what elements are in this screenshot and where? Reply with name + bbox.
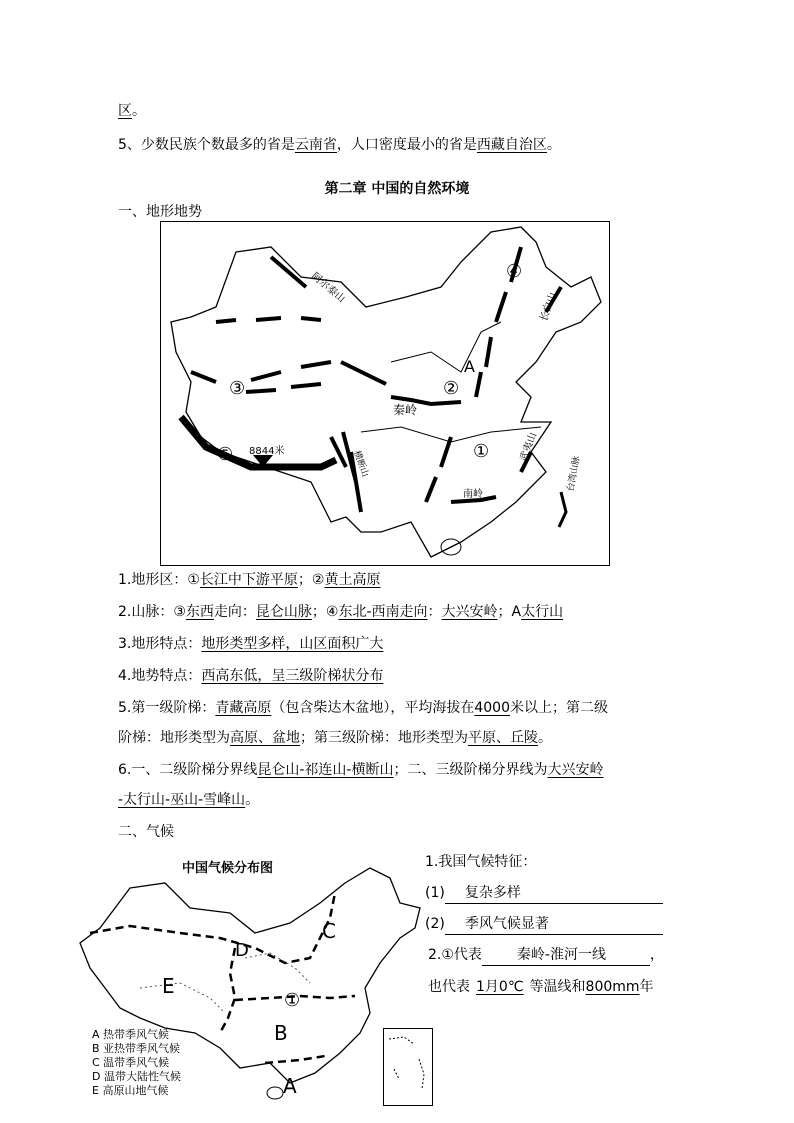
label-circle-2: ② (443, 378, 460, 399)
terrain-q6-answer-2: 大兴安岭 (547, 762, 604, 778)
climate-boundary-west (220, 948, 235, 1033)
top-line-0-end: 。 (132, 103, 146, 119)
terrain-q6-line-1 (118, 760, 603, 780)
section-2-heading: 二、气候 (118, 824, 174, 840)
climate-boundary-dotted-2 (140, 983, 225, 1013)
label-circle-5: ⑤ (217, 444, 234, 465)
climate-q1-2-answer: 季风气候显著 (445, 914, 663, 935)
terrain-q2-prefix: 2.山脉：③ (118, 604, 186, 620)
terrain-q4-answer: 西高东低，呈三级阶梯状分布 (201, 668, 384, 684)
climate-q1-2 (425, 914, 663, 935)
terrain-q5-line-1 (118, 698, 608, 718)
terrain-q5-text-2: 米以上；第二级 (510, 700, 608, 716)
terrain-q2-text-3: ： (427, 604, 442, 620)
top-line-0-answer: 区 (118, 103, 132, 119)
q5-mid: ，人口密度最小的省是 (336, 137, 477, 153)
q5-end: 。 (546, 137, 561, 153)
climate-q2-l2-text-2: 等温线和 (529, 979, 586, 995)
zone-label-B: B (274, 1021, 288, 1045)
mountain-range-kunlun (191, 362, 386, 384)
climate-q2-prefix: 2.①代表 (428, 947, 482, 963)
terrain-q5-line-2 (118, 728, 552, 748)
terrain-q5-l2-text-1: 阶梯：地形类型为 (118, 730, 230, 746)
q5-answer-2: 西藏自治区 (476, 137, 547, 153)
climate-q2-end: ， (649, 947, 664, 963)
terrain-q5-l2-text-2: ；第三级阶梯：地形类型为 (300, 730, 468, 746)
terrain-q6-l2-text: 。 (245, 792, 260, 808)
climate-q1-1-prefix: (1) (425, 885, 445, 901)
terrain-q1-prefix: 1.地形区：① (118, 572, 200, 588)
terrain-q3-answer: 地形类型多样，山区面积广大 (201, 636, 384, 652)
zone-label-A: A (283, 1074, 297, 1098)
mountain-range-taihang (476, 337, 491, 397)
mountain-range-tianshan (216, 318, 321, 322)
label-circle-3: ③ (229, 378, 246, 399)
zone-label-D: D (235, 940, 249, 961)
terrain-q2-text-4: ；A (497, 604, 522, 620)
zone-label-circle-1: ① (284, 990, 301, 1011)
section-1-heading: 一、地形地势 (118, 204, 202, 220)
label-A: A (464, 357, 475, 376)
q5-prefix: 5、少数民族个数最多的省是 (118, 137, 295, 153)
terrain-q6-line-2 (118, 790, 259, 810)
terrain-q5-l2-answer-1: 高原、盆地 (230, 730, 300, 746)
terrain-q6-text-1: ；二、三级阶梯分界线为 (393, 762, 548, 778)
south-china-sea-inset (383, 1028, 433, 1106)
terrain-q5-text-1: （包含柴达木盆地），平均海拔在 (271, 700, 475, 716)
climate-boundary-north (90, 893, 335, 963)
label-hengduan: 横断山 (351, 449, 370, 479)
chapter-title: 第二章 中国的自然环境 (324, 181, 470, 197)
question-5-population (118, 135, 561, 155)
mountain-range-daxinganling (496, 247, 521, 322)
mountain-range-hengduan (331, 432, 361, 512)
terrain-map (160, 221, 610, 566)
mountain-range-tanggula (246, 384, 321, 392)
zone-label-E: E (162, 974, 175, 998)
label-taiwan: 台湾山脉 (566, 455, 583, 493)
label-circle-4: ④ (506, 261, 523, 282)
terrain-q1 (118, 570, 380, 590)
terrain-q1-mid: ；② (297, 572, 325, 588)
terrain-q5-prefix: 5.第一级阶梯： (118, 700, 216, 716)
terrain-q5-l2-answer-2: 平原、丘陵 (468, 730, 538, 746)
climate-hainan (267, 1087, 283, 1099)
climate-q1-2-prefix: (2) (425, 916, 445, 932)
terrain-q3 (118, 634, 383, 654)
top-line-0 (118, 101, 146, 121)
label-changbai: 长白山 (538, 291, 560, 324)
climate-q2-answer: 秦岭-淮河一线 (482, 945, 650, 966)
inset-lines (389, 1037, 424, 1089)
climate-q2-l2-answer-1: 1月0℃ (476, 979, 524, 995)
terrain-q4-prefix: 4.地势特点： (118, 668, 202, 684)
label-everest: 8844米 (249, 446, 285, 457)
mountain-range-wushan (426, 437, 451, 502)
terrain-q4 (118, 666, 383, 686)
legend-item-D: D 温带大陆性气候 (92, 1070, 181, 1083)
climate-boundary-dotted-1 (245, 953, 310, 983)
terrain-q6-prefix: 6.一、二级阶梯分界线 (118, 762, 258, 778)
terrain-q2 (118, 602, 563, 622)
terrain-q5-answer-2: 4000 (474, 700, 510, 716)
terrain-q1-answer-1: 长江中下游平原 (199, 572, 298, 588)
climate-q2-line-2 (428, 977, 654, 997)
q5-answer-1: 云南省 (294, 137, 337, 153)
mountain-range-altai (271, 257, 306, 287)
label-altai: 阿尔泰山 (309, 270, 347, 306)
label-qinling: 秦岭 (393, 403, 418, 417)
terrain-q5-l2-text-3: 。 (538, 730, 552, 746)
climate-boundary-south (265, 1056, 325, 1063)
terrain-q2-text-2: ；④ (311, 604, 339, 620)
climate-q2-l2-text-3: 年 (639, 979, 654, 995)
terrain-q2-answer-3: 东北-西南走向 (338, 604, 428, 620)
climate-q2-line-1 (428, 945, 664, 966)
terrain-q6-l2-answer: -太行山-巫山-雪峰山 (118, 792, 246, 808)
climate-q1-1-answer: 复杂多样 (445, 883, 663, 904)
terrain-q2-answer-4: 大兴安岭 (441, 604, 498, 620)
terrain-q5-answer-1: 青藏高原 (215, 700, 272, 716)
terrain-q3-prefix: 3.地形特点： (118, 636, 202, 652)
climate-q2-l2-text-1: 也代表 (428, 979, 470, 995)
label-wuyi: 武夷山 (518, 431, 540, 464)
climate-q1-1 (425, 883, 663, 904)
zone-label-C: C (322, 919, 336, 943)
legend-item-A: A 热带季风气候 (92, 1028, 170, 1041)
terrain-q2-answer-2: 昆仑山脉 (255, 604, 312, 620)
climate-q2-l2-answer-2: 800mm (585, 979, 640, 995)
inset-drawing (384, 1029, 432, 1105)
terrain-map-drawing (161, 222, 609, 565)
label-nanling: 南岭 (463, 489, 483, 500)
climate-map-title: 中国气候分布图 (182, 861, 274, 876)
legend-item-E: E 高原山地气候 (92, 1084, 169, 1097)
legend-item-B: B 亚热带季风气候 (92, 1042, 181, 1055)
terrain-q2-text-1: 走向： (213, 604, 256, 620)
legend-item-C: C 温带季风气候 (92, 1056, 170, 1069)
label-circle-1: ① (473, 441, 490, 462)
terrain-q2-answer-1: 东西 (185, 604, 214, 620)
taiwan-island (559, 492, 566, 527)
climate-q1: 1.我国气候特征： (425, 854, 537, 870)
terrain-q1-answer-2: 黄土高原 (324, 572, 381, 588)
terrain-q6-answer-1: 昆仑山-祁连山-横断山 (257, 762, 394, 778)
terrain-q2-answer-5: 太行山 (521, 604, 564, 620)
